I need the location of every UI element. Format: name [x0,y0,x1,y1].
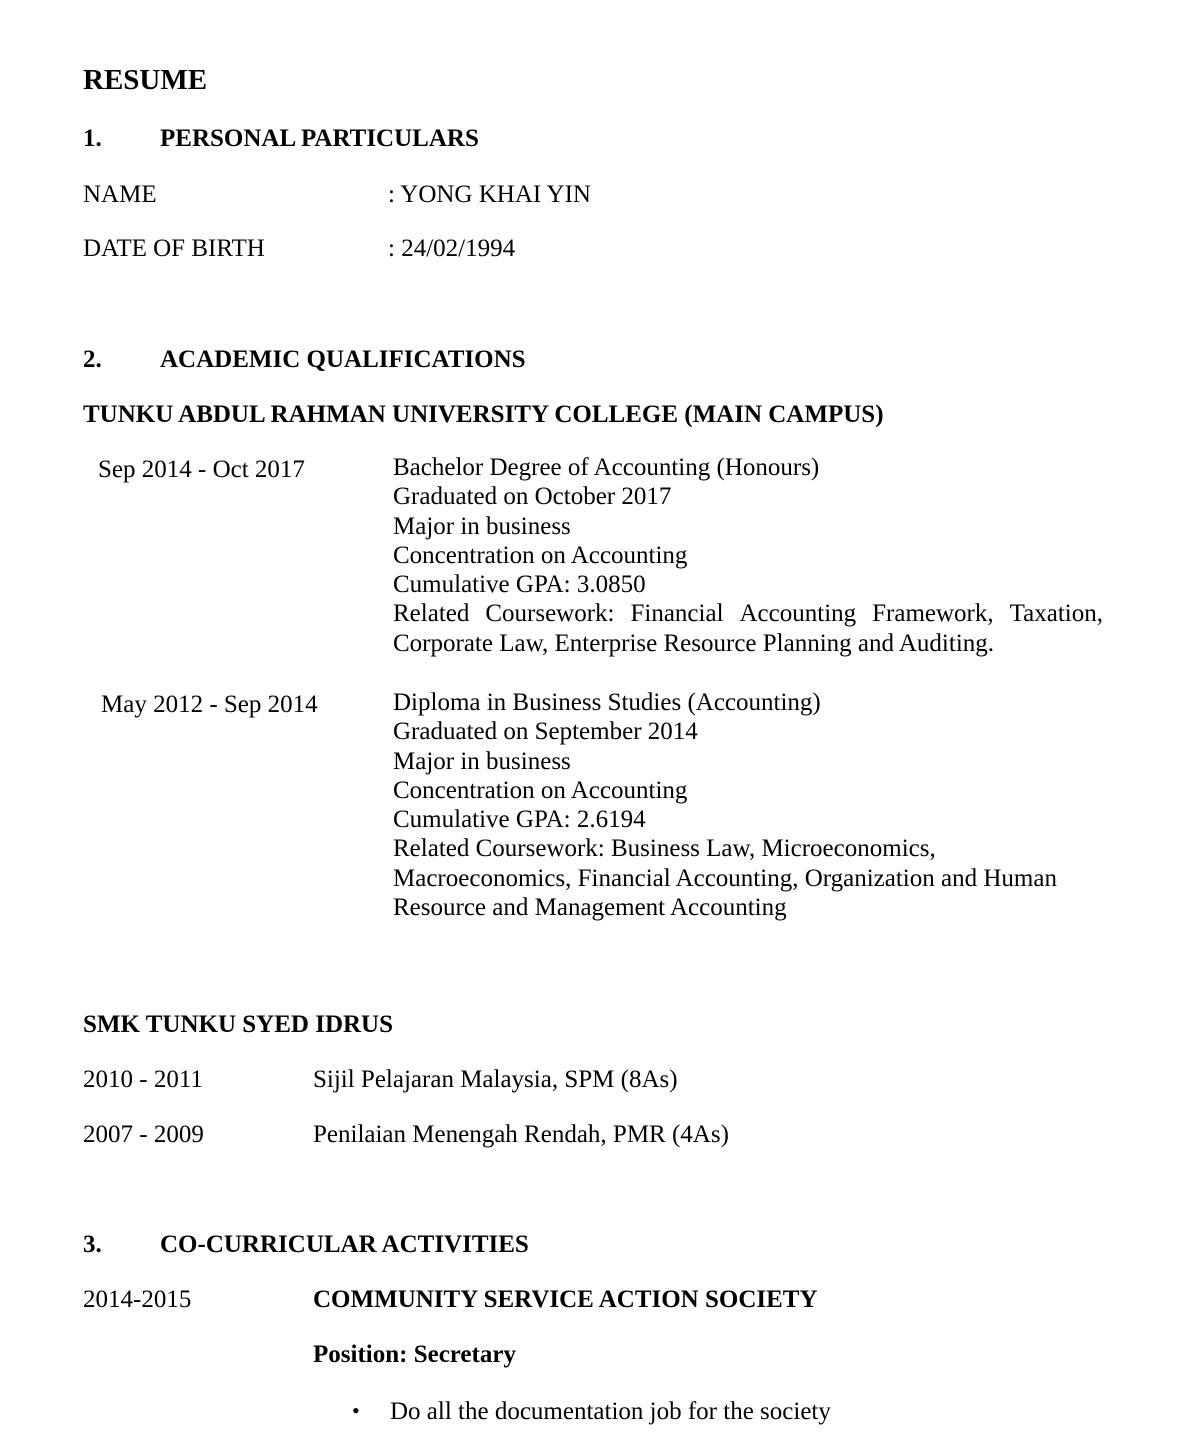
name-label: NAME [83,181,157,208]
diploma-line: Cumulative GPA: 2.6194 [393,806,646,834]
section-1-heading: PERSONAL PARTICULARS [160,125,479,152]
section-3-heading: CO-CURRICULAR ACTIVITIES [160,1231,529,1258]
degree-coursework-continuation: Corporate Law, Enterprise Resource Planning and Auditing. [393,629,995,657]
diploma-line: Related Coursework: Business Law, Microeconomics, [393,835,936,863]
coursework-word: Related [393,600,470,628]
activity-position: Position: Secretary [313,1341,516,1368]
bullet-icon: • [352,1398,360,1423]
school-result: Sijil Pelajaran Malaysia, SPM (8As) [313,1066,678,1093]
activity-period: 2014-2015 [83,1286,192,1313]
section-2-number: 2. [83,346,102,373]
diploma-line: Resource and Management Accounting [393,894,787,922]
diploma-period: May 2012 - Sep 2014 [101,691,318,718]
dob-label: DATE OF BIRTH [83,235,265,262]
degree-line: Graduated on October 2017 [393,483,672,511]
degree-details [393,453,1103,658]
coursework-word: Taxation, [1009,600,1103,628]
activity-name: COMMUNITY SERVICE ACTION SOCIETY [313,1286,818,1313]
degree-line: Cumulative GPA: 3.0850 [393,571,646,599]
degree-line: Bachelor Degree of Accounting (Honours) [393,454,820,481]
section-2-heading: ACADEMIC QUALIFICATIONS [160,346,526,373]
diploma-line: Macroeconomics, Financial Accounting, Organization and Human [393,864,1057,892]
school-heading: SMK TUNKU SYED IDRUS [83,1011,394,1038]
activity-bullet-text: Do all the documentation job for the society [390,1398,831,1425]
section-3-number: 3. [83,1231,102,1258]
document-title: RESUME [83,64,208,96]
degree-period: Sep 2014 - Oct 2017 [98,456,305,483]
name-value: : YONG KHAI YIN [388,181,591,208]
degree-line: Major in business [393,512,571,540]
coursework-word: Financial [630,600,724,628]
institution-heading: TUNKU ABDUL RAHMAN UNIVERSITY COLLEGE (MAIN CAMPUS) [83,401,884,428]
school-period: 2010 - 2011 [83,1066,203,1093]
school-result: Penilaian Menengah Rendah, PMR (4As) [313,1121,729,1148]
diploma-line: Major in business [393,747,571,775]
diploma-line: Diploma in Business Studies (Accounting) [393,689,821,716]
coursework-word: Framework, [872,600,994,628]
degree-coursework-line [393,599,1103,628]
diploma-details [393,688,1057,922]
coursework-word: Coursework: [485,600,615,628]
dob-value: : 24/02/1994 [388,235,516,262]
section-1-number: 1. [83,125,102,152]
diploma-line: Graduated on September 2014 [393,718,698,746]
diploma-line: Concentration on Accounting [393,776,688,804]
school-period: 2007 - 2009 [83,1121,204,1148]
coursework-word: Accounting [739,600,857,628]
degree-line: Concentration on Accounting [393,541,688,569]
